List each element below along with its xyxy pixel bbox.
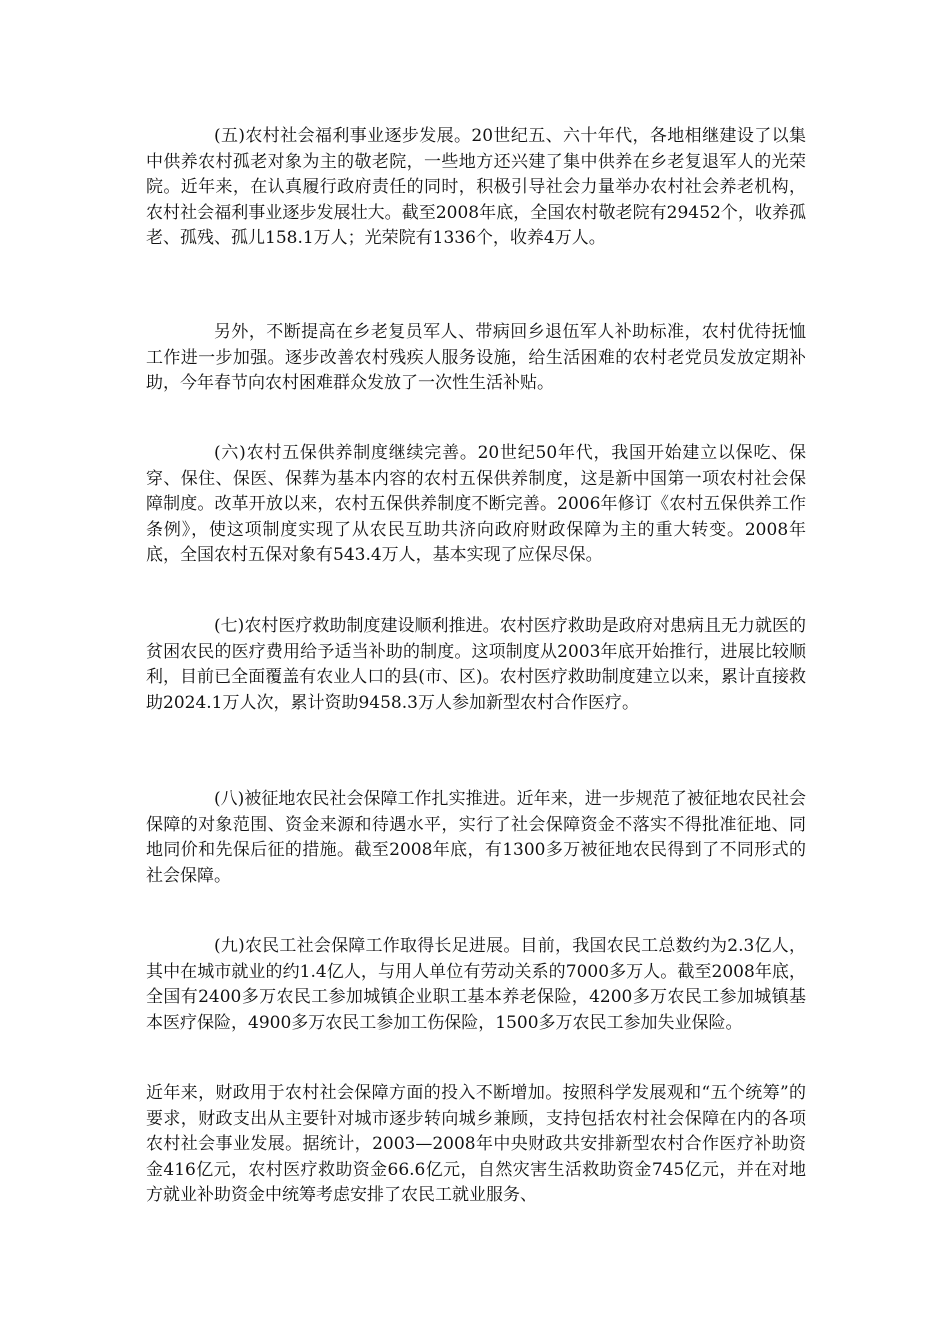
paragraph-fiscal-investment: 近年来，财政用于农村社会保障方面的投入不断增加。按照科学发展观和“五个统筹”的要求，财政支出从主要针对城市逐步转向城乡兼顾，支持包括农村社会保障在内的各项农村社会事业发展。据统计，2003—2008年中央财政共安排新型农村合作医疗补助资金416亿元，农村医疗救助资金66.6亿元，自然灾害生活救助资金745亿元，并在对地方就业补助资金中统筹考虑安排了农民工就业服务、 (146, 1083, 806, 1205)
paragraph-veterans-support: 另外，不断提高在乡老复员军人、带病回乡退伍军人补助标准，农村优待抚恤工作进一步加强。逐步改善农村残疾人服务设施，给生活困难的农村老党员发放定期补助，今年春节向农村困难群众发放了一次性生活补贴。 (146, 322, 806, 393)
paragraph-five-guarantees: (六)农村五保供养制度继续完善。20世纪50年代，我国开始建立以保吃、保穿、保住、保医、保葬为基本内容的农村五保供养制度，这是新中国第一项农村社会保障制度。改革开放以来，农村五保供养制度不断完善。2006年修订《农村五保供养工作条例》，使这项制度实现了从农民互助共济向政府财政保障为主的重大转变。2008年底，全国农村五保对象有543.4万人，基本实现了应保尽保。 (146, 443, 806, 565)
paragraph-rural-welfare: (五)农村社会福利事业逐步发展。20世纪五、六十年代，各地相继建设了以集中供养农村孤老对象为主的敬老院，一些地方还兴建了集中供养在乡老复退军人的光荣院。近年来，在认真履行政府责任的同时，积极引导社会力量举办农村社会养老机构，农村社会福利事业逐步发展壮大。截至2008年底，全国农村敬老院有29452个，收养孤老、孤残、孤儿158.1万人；光荣院有1336个，收养4万人。 (146, 126, 806, 248)
paragraph-migrant-workers: (九)农民工社会保障工作取得长足进展。目前，我国农民工总数约为2.3亿人，其中在城市就业的约1.4亿人，与用人单位有劳动关系的7000多万人。截至2008年底，全国有2400多万农民工参加城镇企业职工基本养老保险，4200多万农民工参加城镇基本医疗保险，4900多万农民工参加工伤保险，1500多万农民工参加失业保险。 (146, 936, 806, 1033)
paragraph-medical-assistance: (七)农村医疗救助制度建设顺利推进。农村医疗救助是政府对患病且无力就医的贫困农民的医疗费用给予适当补助的制度。这项制度从2003年底开始推行，进展比较顺利，目前已全面覆盖有农业人口的县(市、区)。农村医疗救助制度建立以来，累计直接救助2024.1万人次，累计资助9458.3万人参加新型农村合作医疗。 (146, 616, 806, 713)
paragraph-land-expropriated-farmers: (八)被征地农民社会保障工作扎实推进。近年来，进一步规范了被征地农民社会保障的对象范围、资金来源和待遇水平，实行了社会保障资金不落实不得批准征地、同地同价和先保后征的措施。截至2008年底，有1300多万被征地农民得到了不同形式的社会保障。 (146, 789, 806, 886)
